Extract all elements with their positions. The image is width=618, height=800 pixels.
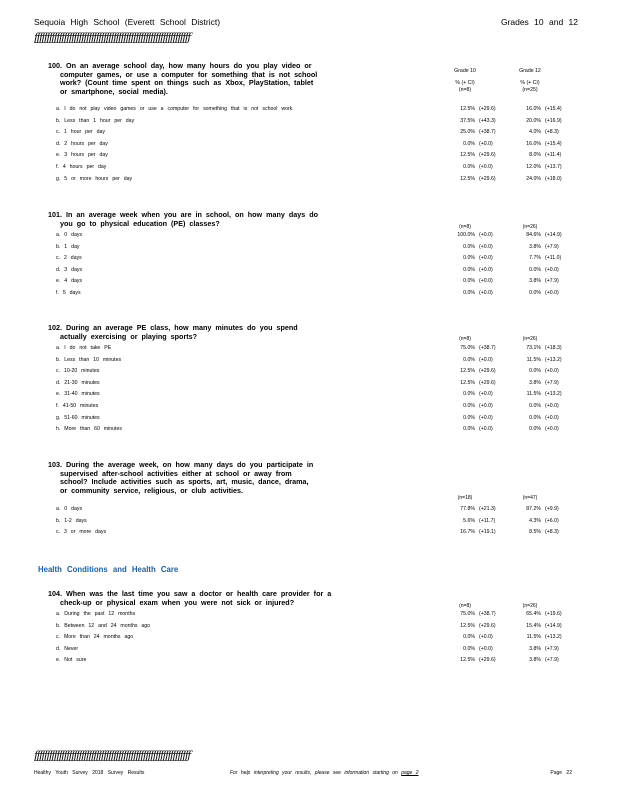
grade10-percent: 0.0% [463, 426, 475, 433]
grade10-ci: (+0.0) [479, 243, 493, 250]
grade10-percent: 0.0% [463, 414, 475, 421]
answer-label: d. 2 hours per day [56, 140, 108, 147]
grade12-ci: (+11.4) [545, 152, 562, 159]
grade10-percent: 12.5% [460, 622, 475, 629]
table-row [56, 276, 576, 286]
grade12-percent: 20.0% [526, 117, 541, 124]
grade12-percent: 3.8% [529, 657, 541, 664]
grade10-ci: (+11.7) [479, 517, 496, 524]
grade12-ci: (+8.3) [545, 529, 559, 536]
table-row [56, 230, 576, 240]
answer-label: a. 0 days [56, 232, 83, 238]
grade10-ci: (+38.7) [479, 611, 496, 617]
grade10-percent: 16.7% [460, 529, 475, 536]
grade10-percent: 0.0% [463, 255, 475, 262]
answer-label: e. 3 hours per day [56, 152, 108, 159]
table-row [56, 150, 576, 160]
grade12-percent: 0.0% [529, 266, 541, 273]
section-title: Health Conditions and Health Care [38, 565, 179, 574]
question-text: 101. In an average week when you are in school, on how many days do you go to physical education (PE) classes? [48, 210, 319, 228]
table-row [56, 265, 576, 275]
grade12-percent: 11.5% [526, 391, 541, 398]
grade12-percent: 0.0% [529, 290, 541, 296]
grade10-ci: (+0.0) [479, 140, 493, 147]
table-row [56, 242, 576, 252]
grade12-ci: (+16.9) [545, 117, 562, 124]
footer-help-note: For help interpreting your results, please see information starting on page 2 [230, 770, 419, 776]
grade10-n: (n=8) [459, 224, 471, 230]
answer-label: c. 1 hour per day [56, 129, 105, 136]
grade10-n: (n=8) [459, 603, 471, 609]
grade10-percent: 37.5% [460, 117, 475, 124]
grade12-ci: (+0.0) [545, 426, 559, 433]
grade12-ci: (+6.0) [545, 517, 559, 524]
answer-label: b. Between 12 and 24 months ago [56, 622, 151, 629]
grade12-ci: (+7.9) [545, 243, 559, 250]
table-row [56, 401, 576, 411]
grade12-ci: (+11.0) [545, 255, 562, 262]
question-text: 103. During the average week, on how many days do you participate in supervised after-school activities either at school or away from school? Include activities such as sports, art, music, dance, drama, or community service, religious, or club activities. [48, 460, 314, 495]
answer-label: b. Less than 10 minutes [56, 356, 122, 363]
grade12-ci: (+9.9) [545, 506, 559, 512]
grade10-ci: (+0.0) [479, 290, 493, 296]
grade10-ci: (+38.7) [479, 129, 496, 136]
grade12-percent: 11.5% [526, 634, 541, 641]
grade10-percent: 0.0% [463, 634, 475, 641]
table-row [56, 366, 576, 376]
grade12-percent: 3.8% [529, 243, 541, 250]
table-row [56, 174, 576, 184]
grade10-percent: 75.0% [460, 345, 475, 351]
question-text: 104. When was the last time you saw a doctor or health care provider for a check-up or physical exam when you were not sick or injured? [48, 589, 332, 607]
answer-label: c. More than 24 months ago [56, 634, 134, 641]
grade10-ci: (+0.0) [479, 278, 493, 285]
table-row [56, 127, 576, 137]
grade10-percent: 12.5% [460, 106, 475, 112]
grade12-ci: (+0.0) [545, 368, 559, 375]
answer-label: a. I do not play video games or use a computer for something that is not school work. [56, 106, 294, 112]
grade10-percent: 12.5% [460, 368, 475, 375]
grade12-ci: (+7.9) [545, 645, 559, 652]
grade10-ci: (+0.0) [479, 232, 493, 238]
answer-label: c. 10-20 minutes [56, 368, 100, 375]
grade10-ci: (+0.0) [479, 255, 493, 262]
grade10-ci: (+21.3) [479, 506, 496, 512]
question-text: 100. On an average school day, how many hours do you play video or computer games, or use a computer for something that is not school work? (Count time spent on things such as Xbox, PlayStation, tablet or smartphone, social media). [48, 61, 318, 96]
grade12-percent: 3.8% [529, 278, 541, 285]
grade10-ci: (+29.6) [479, 175, 496, 182]
grade12-percent: 0.0% [529, 426, 541, 433]
grade12-ci: (+14.9) [545, 622, 562, 629]
answer-label: c. 3 or more days [56, 529, 107, 536]
grade12-n: (n=26) [522, 336, 538, 342]
table-row [56, 527, 576, 537]
grade12-header: Grade 12 % (+ CI) (n=25) [519, 68, 541, 93]
grade10-percent: 12.5% [460, 379, 475, 386]
grade10-ci: (+0.0) [479, 645, 493, 652]
table-row [56, 644, 576, 654]
grade10-ci: (+0.0) [479, 403, 493, 409]
grade10-percent: 5.6% [463, 517, 475, 524]
table-row [56, 355, 576, 365]
grade12-percent: 8.5% [529, 529, 541, 536]
grade12-percent: 24.0% [526, 175, 541, 182]
grade12-ci: (+18.0) [545, 175, 562, 182]
table-row [56, 632, 576, 642]
grade12-ci: (+8.3) [545, 129, 559, 136]
answer-label: d. Never [56, 645, 79, 652]
grade12-percent: 65.4% [526, 611, 541, 617]
grade10-percent: 0.0% [463, 290, 475, 296]
answer-label: f. 5 days [56, 290, 81, 296]
grade12-percent: 15.4% [526, 622, 541, 629]
answer-label: g. 51-60 minutes [56, 414, 100, 421]
grade12-n: (n=47) [522, 495, 538, 501]
grade10-ci: (+29.6) [479, 368, 496, 375]
grade12-n: (n=26) [522, 603, 538, 609]
grade12-ci: (+7.9) [545, 278, 559, 285]
answer-label: a. I do not take PE [56, 345, 112, 351]
grade10-percent: 0.0% [463, 140, 475, 147]
grade12-percent: 3.8% [529, 645, 541, 652]
table-row [56, 424, 576, 434]
grade10-percent: 77.8% [460, 506, 475, 512]
grade12-percent: 7.7% [529, 255, 541, 262]
grade12-ci: (+0.0) [545, 403, 559, 409]
grade12-ci: (+0.0) [545, 414, 559, 421]
grade10-ci: (+0.0) [479, 634, 493, 641]
grade12-n: (n=26) [522, 224, 538, 230]
grade10-ci: (+29.6) [479, 152, 496, 159]
grade10-percent: 0.0% [463, 243, 475, 250]
grade12-percent: 16.0% [526, 140, 541, 147]
question-100 [48, 61, 608, 182]
answer-label: f. 4 hours per day [56, 164, 107, 170]
question-103 [48, 460, 608, 536]
school-name: Sequoia High School (Everett School District) [34, 17, 221, 27]
answer-label: f. 41-50 minutes [56, 403, 99, 409]
table-row [56, 162, 576, 172]
grade12-ci: (+13.2) [545, 634, 562, 641]
grade12-percent: 4.0% [529, 129, 541, 136]
grade12-percent: 11.5% [526, 356, 541, 363]
answer-label: c. 2 days [56, 255, 82, 262]
grade10-ci: (+29.6) [479, 379, 496, 386]
grade12-ci: (+0.0) [545, 266, 559, 273]
grade12-ci: (+13.2) [545, 391, 562, 398]
answer-label: e. 31-40 minutes [56, 391, 100, 398]
top-divider: ƒƒƒƒƒƒƒƒƒƒƒƒƒƒƒƒƒƒƒƒƒƒƒƒƒƒƒƒƒƒƒƒƒƒƒƒƒƒƒƒƒƒƒƒƒƒƒƒƒƒƒƒƒƒƒƒƒƒƒƒƒƒƒ [34, 31, 190, 44]
grade10-percent: 75.0% [460, 611, 475, 617]
answer-label: d. 3 days [56, 266, 83, 273]
page-number: Page 22 [550, 770, 572, 776]
answer-label: b. 1 day [56, 243, 80, 250]
grades-label: Grades 10 and 12 [500, 17, 578, 27]
grade10-ci: (+0.0) [479, 266, 493, 273]
table-row [56, 139, 576, 149]
grade10-percent: 0.0% [463, 164, 475, 170]
grade10-ci: (+29.6) [479, 657, 496, 664]
question-101 [48, 210, 608, 296]
bottom-divider: ƒƒƒƒƒƒƒƒƒƒƒƒƒƒƒƒƒƒƒƒƒƒƒƒƒƒƒƒƒƒƒƒƒƒƒƒƒƒƒƒƒƒƒƒƒƒƒƒƒƒƒƒƒƒƒƒƒƒƒƒƒƒƒ [34, 749, 190, 762]
table-row [56, 655, 576, 665]
grade10-n: (n=8) [459, 336, 471, 342]
grade10-percent: 12.5% [460, 175, 475, 182]
grade12-ci: (+13.7) [545, 164, 562, 170]
grade12-percent: 84.6% [526, 232, 541, 238]
grade12-percent: 0.0% [529, 403, 541, 409]
grade10-percent: 0.0% [463, 356, 475, 363]
question-text: 102. During an average PE class, how many minutes do you spend actually exercising or playing sports? [48, 323, 298, 341]
footer-page-link[interactable]: page 2 [401, 770, 419, 776]
table-row [56, 609, 576, 619]
grade10-percent: 100.0% [457, 232, 475, 238]
table-row [56, 413, 576, 423]
grade12-ci: (+15.4) [545, 106, 562, 112]
grade10-ci: (+0.0) [479, 164, 493, 170]
grade10-percent: 0.0% [463, 266, 475, 273]
grade12-percent: 4.3% [529, 517, 541, 524]
grade10-n: (n=18) [457, 495, 473, 501]
answer-label: b. Less than 1 hour per day [56, 117, 135, 124]
grade10-percent: 0.0% [463, 391, 475, 398]
table-row [56, 378, 576, 388]
question-104 [48, 589, 608, 664]
grade12-percent: 0.0% [529, 414, 541, 421]
answer-label: h. More than 60 minutes [56, 426, 122, 433]
answer-label: b. 1-2 days [56, 517, 87, 524]
grade12-percent: 0.0% [529, 368, 541, 375]
grade10-ci: (+43.3) [479, 117, 496, 124]
question-102 [48, 323, 608, 433]
grade10-ci: (+29.6) [479, 106, 496, 112]
table-row [56, 389, 576, 399]
grade10-ci: (+0.0) [479, 391, 493, 398]
answer-label: e. Not sure [56, 657, 87, 664]
table-row [56, 516, 576, 526]
grade12-percent: 87.2% [526, 506, 541, 512]
grade12-ci: (+18.3) [545, 345, 562, 351]
grade12-ci: (+7.9) [545, 657, 559, 664]
grade10-ci: (+38.7) [479, 345, 496, 351]
table-row [56, 621, 576, 631]
grade12-ci: (+13.2) [545, 356, 562, 363]
table-row [56, 253, 576, 263]
grade12-percent: 3.8% [529, 379, 541, 386]
answer-label: g. 5 or more hours per day [56, 175, 133, 182]
grade10-ci: (+29.6) [479, 622, 496, 629]
table-row [56, 288, 576, 298]
answer-label: e. 4 days [56, 278, 83, 285]
footer-survey-title: Healthy Youth Survey 2018 Survey Results [34, 770, 145, 776]
grade10-ci: (+0.0) [479, 414, 493, 421]
answer-label: d. 21-30 minutes [56, 379, 100, 386]
grade10-percent: 25.0% [460, 129, 475, 136]
grade12-ci: (+19.6) [545, 611, 562, 617]
grade12-ci: (+0.0) [545, 290, 559, 296]
grade10-ci: (+0.0) [479, 356, 493, 363]
grade12-ci: (+7.9) [545, 379, 559, 386]
grade10-ci: (+0.0) [479, 426, 493, 433]
grade12-percent: 12.0% [526, 164, 541, 170]
table-row [56, 504, 576, 514]
answer-label: a. 0 days [56, 506, 83, 512]
table-row [56, 343, 576, 353]
grade10-header: Grade 10 % (+ CI) (n=8) [454, 68, 476, 93]
table-row [56, 104, 576, 114]
grade10-percent: 12.5% [460, 152, 475, 159]
grade10-percent: 0.0% [463, 403, 475, 409]
answer-label: a. During the past 12 months [56, 611, 136, 617]
grade10-ci: (+19.1) [479, 529, 496, 536]
grade12-percent: 16.0% [526, 106, 541, 112]
grade10-percent: 0.0% [463, 645, 475, 652]
grade12-ci: (+14.9) [545, 232, 562, 238]
grade12-ci: (+15.4) [545, 140, 562, 147]
grade12-percent: 8.0% [529, 152, 541, 159]
table-row [56, 116, 576, 126]
grade12-percent: 73.1% [526, 345, 541, 351]
grade10-percent: 0.0% [463, 278, 475, 285]
grade10-percent: 12.5% [460, 657, 475, 664]
